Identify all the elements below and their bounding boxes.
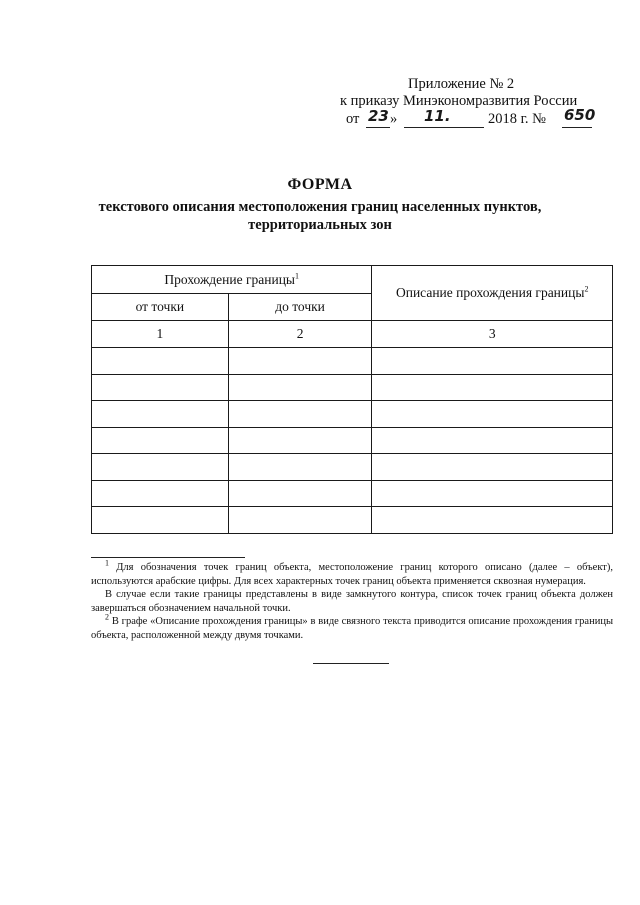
table-cell xyxy=(92,480,229,507)
table-cell xyxy=(228,427,372,454)
form-subtitle-line1: текстового описания местоположения границ населенных пунктов, xyxy=(98,199,542,215)
table-row xyxy=(92,348,613,375)
form-subtitle xyxy=(0,198,640,234)
footnote-2: $^2$ В графе «Описание прохождения границы» в виде связного текста приводится описание прохождения границы объекта, расположенной между двумя точками. xyxy=(91,612,614,641)
header-from-point: от точки xyxy=(92,294,229,321)
table-cell xyxy=(372,480,613,507)
date-from-label: от xyxy=(346,111,360,127)
table-cell xyxy=(92,427,229,454)
table-cell xyxy=(372,348,613,375)
footnote-ref-2: 2 xyxy=(584,284,589,294)
table-row xyxy=(92,480,613,507)
footnote-separator xyxy=(91,557,245,558)
table-row xyxy=(92,454,613,481)
column-number: 3 xyxy=(372,321,613,348)
column-number: 2 xyxy=(228,321,372,348)
month-underline xyxy=(404,127,484,128)
table-cell xyxy=(372,374,613,401)
table-cell xyxy=(92,348,229,375)
table-cell xyxy=(372,454,613,481)
table-cell xyxy=(372,427,613,454)
header-boundary-passage: Прохождение границы$^1$ xyxy=(92,266,372,294)
table-cell xyxy=(228,348,372,375)
table-cell xyxy=(228,507,372,534)
table-cell xyxy=(228,454,372,481)
date-year: 2018 г. № xyxy=(488,111,547,127)
number-underline xyxy=(562,127,592,128)
column-number: 1 xyxy=(92,321,229,348)
footnote-1: $^1$ Для обозначения точек границ объекта, местоположение границ которого описано (далее – объект), используются арабские цифры. Для всех характерных точек границ объекта применяется сквозная нумерация. xyxy=(91,558,614,587)
table-cell xyxy=(228,401,372,428)
handwritten-month: 11. xyxy=(424,107,451,125)
form-subtitle-line2: территориальных зон xyxy=(248,217,392,233)
boundary-description-table xyxy=(91,265,613,534)
header-to-point: до точки xyxy=(228,294,372,321)
date-quote: » xyxy=(390,111,398,127)
footnote-ref-1: 1 xyxy=(295,271,299,280)
footnote-1-paragraph-2: В случае если такие границы представлены в виде замкнутого контура, список точек границ объекта должен завершаться обозначением начальной точки. xyxy=(91,589,613,614)
footnote-marker-2: 2 xyxy=(105,612,109,622)
table-cell xyxy=(228,374,372,401)
table-cell xyxy=(92,507,229,534)
end-of-document-rule xyxy=(313,663,389,664)
column-number-row xyxy=(92,321,613,348)
table-cell xyxy=(92,401,229,428)
handwritten-order-number: 650 xyxy=(564,106,596,124)
table-row xyxy=(92,401,613,428)
table-cell xyxy=(92,454,229,481)
header-boundary-description: Описание прохождения границы$^2$ xyxy=(372,266,613,321)
table-cell xyxy=(372,507,613,534)
table-header-row xyxy=(92,266,613,294)
footnotes xyxy=(91,558,614,642)
table-row xyxy=(92,427,613,454)
handwritten-day: 23 xyxy=(368,107,389,125)
appendix-number: Приложение № 2 xyxy=(408,76,515,92)
footnote-marker-1: 1 xyxy=(105,558,109,568)
day-underline xyxy=(366,127,390,128)
table-cell xyxy=(372,401,613,428)
order-date-line xyxy=(346,106,596,131)
order-reference: к приказу Минэкономразвития России xyxy=(340,93,578,109)
table-row xyxy=(92,374,613,401)
table-cell xyxy=(228,480,372,507)
table-row xyxy=(92,507,613,534)
form-heading: ФОРМА xyxy=(287,176,353,193)
table-cell xyxy=(92,374,229,401)
